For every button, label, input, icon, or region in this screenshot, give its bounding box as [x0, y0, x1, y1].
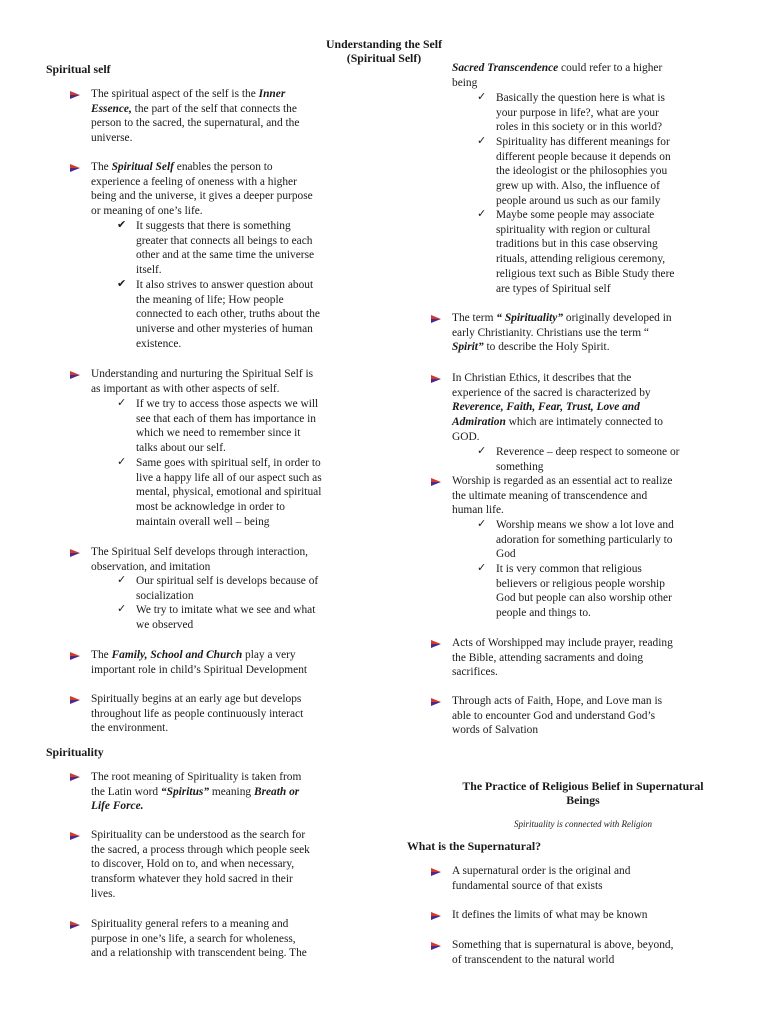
page-subtitle: (Spiritual Self) [346, 51, 422, 65]
bullet-paragraph: The root meaning of Spirituality is taken from the Latin word “Spiritus” meaning Breath or Life Force. [91, 771, 302, 813]
arrow-bullet-icon [70, 652, 80, 660]
bullet-paragraph: A supernatural order is the original and fundamental source of that exists [452, 865, 631, 892]
bullet-paragraph: Spiritually begins at an early age but develops throughout life as people continuously interact the environment. [91, 693, 304, 735]
heading-spiritual-self: Spiritual self [46, 62, 111, 76]
continued-paragraph: Sacred Transcendence could refer to a higher being [452, 62, 663, 89]
bullet-paragraph: In Christian Ethics, it describes that the experience of the sacred is characterized by Reverence, Faith, Fear, Trust, Love and Admiration which are intimately connected to GOD. [452, 372, 664, 443]
check-mark-icon: ✓ [477, 517, 487, 530]
check-paragraph: Same goes with spiritual self, in order to live a happy life all of our aspect such as mental, physical, emotional and spiritual most be acknowledge in order to maintain overall well – being [136, 457, 322, 528]
arrow-bullet-icon [431, 698, 441, 706]
bullet-paragraph: Understanding and nurturing the Spiritual Self is as important as with other aspects of self. [91, 368, 314, 395]
check-paragraph: If we try to access those aspects we will see that each of them has importance in which we need to remember since it talks about our self. [136, 398, 319, 455]
section-heading: The Practice of Religious Belief in Supernatural [462, 779, 704, 793]
arrow-bullet-icon [70, 549, 80, 557]
check-mark-icon: ✓ [477, 444, 487, 457]
check-paragraph: Spirituality has different meanings for different people because it depends on the ideologist or the philosophies you grew up with. Also, the influence of people around us such as our family [496, 136, 671, 207]
check-mark-icon: ✔ [117, 218, 127, 231]
arrow-bullet-icon [431, 640, 441, 648]
check-mark-icon: ✓ [117, 396, 127, 409]
page-title: Understanding the Self [325, 37, 443, 51]
arrow-bullet-icon [70, 696, 80, 704]
bullet-paragraph: The spiritual aspect of the self is the Inner Essence, the part of the self that connects the person to the sacred, the supernatural, and the universe. [91, 88, 300, 145]
arrow-bullet-icon [431, 375, 441, 383]
check-paragraph: Reverence – deep respect to someone or something [496, 446, 680, 473]
arrow-bullet-icon [70, 921, 80, 929]
check-mark-icon: ✓ [477, 134, 487, 147]
bullet-paragraph: Spirituality general refers to a meaning and purpose in one’s life, a search for wholeness, and a relationship with transcendent being. The [91, 918, 307, 960]
arrow-bullet-icon [70, 371, 80, 379]
arrow-bullet-icon [70, 91, 80, 99]
check-mark-icon: ✓ [117, 602, 127, 615]
heading-what-is-supernatural: What is the Supernatural? [407, 839, 542, 853]
arrow-bullet-icon [431, 478, 441, 486]
check-paragraph: Our spiritual self is develops because of socialization [136, 575, 319, 602]
arrow-bullet-icon [70, 164, 80, 172]
check-mark-icon: ✔ [117, 277, 127, 290]
bullet-paragraph: Through acts of Faith, Hope, and Love man is able to encounter God and understand God’s words of Salvation [452, 695, 663, 737]
bullet-paragraph: Acts of Worshipped may include prayer, reading the Bible, attending sacraments and doing sacrifices. [452, 637, 673, 679]
arrow-bullet-icon [431, 942, 441, 950]
bullet-paragraph: The term “ Spirituality” originally developed in early Christianity. Christians use the term “ Spirit” to describe the Holy Spirit. [452, 312, 672, 354]
check-paragraph: It suggests that there is something greater that connects all beings to each other and at the same time the universe itself. [136, 220, 315, 277]
check-mark-icon: ✓ [477, 561, 487, 574]
bullet-paragraph: Something that is supernatural is above, beyond, of transcendent to the natural world [452, 939, 674, 966]
check-paragraph: Worship means we show a lot love and adoration for something particularly to God [496, 519, 674, 561]
check-paragraph: It is very common that religious believers or religious people worship God but people can also worship other people and things to. [496, 563, 672, 620]
arrow-bullet-icon [70, 832, 80, 840]
check-paragraph: Basically the question here is what is your purpose in life?, what are your roles in this society or in this world? [496, 92, 665, 134]
check-mark-icon: ✓ [477, 90, 487, 103]
arrow-bullet-icon [431, 868, 441, 876]
bullet-paragraph: It defines the limits of what may be known [452, 909, 648, 921]
section-heading-line2: Beings [566, 793, 600, 807]
check-mark-icon: ✓ [117, 573, 127, 586]
section-subnote: Spirituality is connected with Religion [514, 819, 652, 829]
bullet-paragraph: The Family, School and Church play a very important role in child’s Spiritual Development [91, 649, 308, 676]
check-mark-icon: ✓ [117, 455, 127, 468]
arrow-bullet-icon [70, 773, 80, 781]
bullet-paragraph: The Spiritual Self enables the person to experience a feeling of oneness with a higher being and the universe, it gives a deeper purpose or meaning of one’s life. [91, 161, 313, 218]
bullet-paragraph: The Spiritual Self develops through interaction, observation, and imitation [91, 546, 309, 573]
bullet-paragraph: Spirituality can be understood as the search for the sacred, a process through which people seek to discover, Hold on to, and when necessary, transform whatever they hold sacred in their lives. [91, 829, 310, 900]
arrow-bullet-icon [431, 315, 441, 323]
bullet-paragraph: Worship is regarded as an essential act to realize the ultimate meaning of transcendence and human life. [452, 475, 673, 517]
check-paragraph: It also strives to answer question about the meaning of life; How people connected to each other, truths about the universe and other mysteries of human existence. [136, 279, 320, 350]
arrow-bullet-icon [431, 912, 441, 920]
heading-spirituality: Spirituality [46, 745, 104, 759]
check-paragraph: We try to imitate what we see and what we observed [136, 604, 316, 631]
check-paragraph: Maybe some people may associate spirituality with region or cultural traditions but in this case observing rituals, attending religious ceremony, religious text such as Bible Study there are types of Spiritual self [496, 209, 675, 295]
check-mark-icon: ✓ [477, 207, 487, 220]
